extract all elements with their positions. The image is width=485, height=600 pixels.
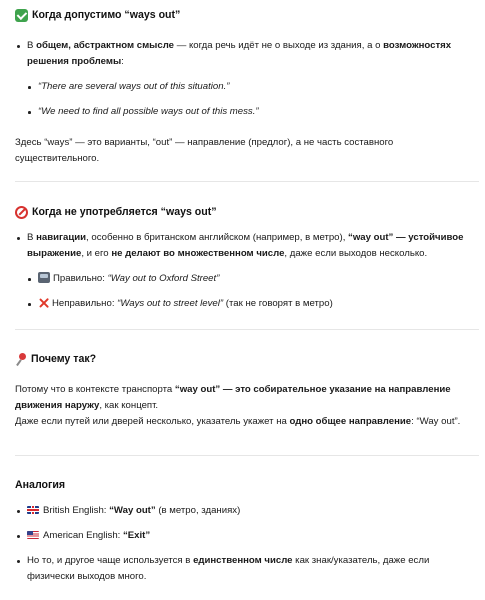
paragraph [15,382,479,414]
example-text: “There are several ways out of this situation.” [38,81,230,92]
section-when-not-used [15,204,479,312]
text: как знак/указатель, даже если физически выходов много. [27,555,430,582]
text: В [27,232,37,243]
section-title-text: Когда допустимо “ways out” [32,9,181,21]
section-title [15,477,479,493]
text: : “Way out”. [411,416,461,427]
list-item [15,38,479,70]
bold-text: “way out” — это собирательное указание на направление движения наружу [15,384,451,411]
bullet-list [15,503,479,585]
us-flag-icon [27,531,39,539]
example-text: “Ways out to street level” [117,298,224,309]
section-title [15,7,479,23]
section-title [15,204,479,220]
text: — когда речь идёт не о выходе из здания, а о [174,40,384,51]
section-why [15,351,479,430]
paragraph [15,414,479,430]
section-title-text: Почему так? [31,353,97,365]
text: В [27,40,37,51]
example-list [26,271,479,312]
text: Потому что в контексте транспорта [15,384,175,395]
bullet-list [15,38,479,70]
bold-text: общем, абстрактном смысле [36,40,175,51]
section-title-text: Аналогия [15,479,66,491]
label: American English: [43,530,123,541]
pushpin-icon [15,353,27,366]
label: Неправильно: [52,298,118,309]
list-item [15,503,479,519]
cross-mark-icon [38,297,49,308]
list-item [26,79,479,95]
text: Даже если путей или дверей несколько, указатель укажет на [15,416,290,427]
section-title [15,351,479,367]
bold-text: навигации [36,232,87,243]
list-item-correct [26,271,479,287]
label: British English: [43,505,110,516]
text: Но то, и другое чаще используется в [27,555,194,566]
metro-sign-icon [38,272,50,283]
bold-text: одно общее направление [289,416,412,427]
note: (так не говорят в метро) [223,298,333,309]
example-text: “Way out to Oxford Street” [107,273,220,284]
bold-text: единственном числе [193,555,293,566]
bullet-list [15,230,479,262]
label: Правильно: [53,273,108,284]
list-item [15,553,479,585]
note: (в метро, зданиях) [155,505,241,516]
text: , особенно в британском английском (например, в метро), [86,232,349,243]
bold-text: возможностях решения проблемы [27,40,452,67]
uk-flag-icon [27,506,39,514]
paragraph: Здесь “ways” — это варианты, “out” — направление (предлог), а не часть составного существительного. [15,137,394,164]
list-item [15,528,479,544]
text: , даже если выходов несколько. [284,248,428,259]
section-analogy [15,477,479,585]
list-item [15,230,479,262]
example-list [26,79,479,120]
example-text: “We need to find all possible ways out of this mess.” [38,106,259,117]
bold-text: “Way out” [109,505,156,516]
list-item-wrong [26,296,479,312]
text: , и его [81,248,112,259]
text: , как концепт. [99,400,159,411]
bold-text: “way out” — устойчивое выражение [27,232,464,259]
divider [15,455,479,456]
text: : [121,56,124,67]
bold-text: не делают во множественном числе [111,248,285,259]
section-when-allowed [15,7,479,167]
divider [15,181,479,182]
check-mark-icon [15,9,28,22]
list-item [26,104,479,120]
section-title-text: Когда не употребляется “ways out” [32,206,217,218]
bold-text: “Exit” [122,530,151,541]
no-entry-icon [15,206,28,219]
divider [15,329,479,330]
